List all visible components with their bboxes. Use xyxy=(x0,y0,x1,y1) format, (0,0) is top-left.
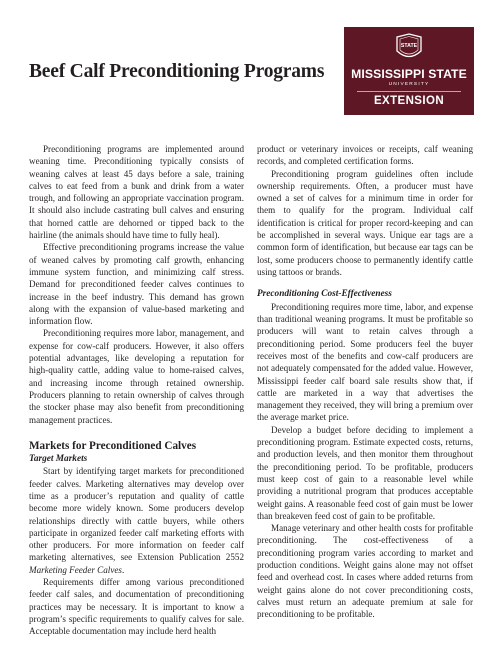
target-markets-paragraph xyxy=(29,465,244,576)
intro-paragraph: Preconditioning programs are implemented around weaning time. Preconditioning typically consists of weaning calves at least 45 days before a sale, training calves to eat feed from a bunk and drink from a water trough, and following an appropriate vaccination program. It should also include castrating bull calves and ensuring that horned cattle are dehorned or tipped back to the hairline (the animals should have time to fully heal). xyxy=(29,144,244,241)
logo-university-word: UNIVERSITY xyxy=(388,82,430,87)
intro-paragraph: Effective preconditioning programs increase the value of weaned calves by promoting calf growth, enhancing immune system function, and minimizing calf stress. Demand for preconditioned feeder calves continues to increase in the beef industry. This demand has grown along with the expansion of value-based marketing and information flow. xyxy=(29,242,244,327)
ownership-paragraph: Preconditioning program guidelines often include ownership requirements. Often, a producer must have owned a set of calves for a minimum time in order for them to qualify for the program. Individual calf identification is critical for proper record-keeping and can be accomplished in several ways. Unique ear tags are a common form of identification, but because ear tags can be lost, some producers choose to permanently identify cattle using tattoos or brands. xyxy=(257,168,473,277)
logo-divider xyxy=(357,91,461,92)
subsection-heading-target-markets: Target Markets xyxy=(29,453,88,464)
publication-title: Marketing Feeder Calves xyxy=(29,564,122,575)
target-markets-text: Start by identifying target markets for preconditioned feeder calves. Marketing alternatives may develop over time as a producer’s reputation and quality of cattle become more widely known. Some producers develop relationships directly with cattle buyers, while others participate in organized feeder calf marketing efforts with other producers. For more information on feeder calf marketing alternatives, see Extension Publication 2552 xyxy=(29,466,244,563)
target-markets-text-end: . xyxy=(121,564,125,575)
state-seal-icon xyxy=(394,33,424,63)
requirements-paragraph: Requirements differ among various preconditioned feeder calf sales, and documentation of preconditioning practices may be necessary. It is important to know a program’s specific requirements to qualify calves for sale. Acceptable documentation may include herd health xyxy=(29,577,244,637)
continued-paragraph: product or veterinary invoices or receipts, calf weaning records, and completed certification forms. xyxy=(257,144,473,167)
right-column xyxy=(257,143,473,620)
section-heading-markets: Markets for Preconditioned Calves xyxy=(29,439,197,452)
msu-extension-logo xyxy=(344,27,474,115)
cost-paragraph: Preconditioning requires more time, labor, and expense than traditional weaning programs. It must be profitable so producers will want to retain calves through a preconditioning period. Some producers feel the buyer receives most of the benefits and cow-calf producers are not adequately compensated for the added value. However, Mississippi feeder calf board sale results show that, if cattle are marketed in a way that advertises the management they received, they will bring a premium over the average market price. xyxy=(257,301,473,423)
logo-university-name: MISSISSIPPI STATE xyxy=(351,67,467,81)
page-title: Beef Calf Preconditioning Programs xyxy=(29,61,325,82)
logo-extension-word: EXTENSION xyxy=(373,95,445,107)
subsection-heading-cost-effectiveness: Preconditioning Cost-Effectiveness xyxy=(257,289,392,300)
cost-paragraph: Manage veterinary and other health costs for profitable preconditioning. The cost-effectiveness of a preconditioning program varies according to market and production conditions. Weight gains alone may not offset feed and overhead cost. In cases where added returns from weight gains alone do not cover preconditioning costs, calves must return an adequate premium at sale for preconditioning to be profitable. xyxy=(257,523,473,620)
left-column xyxy=(29,143,244,637)
intro-paragraph: Preconditioning requires more labor, management, and expense for cow-calf producers. However, it also offers potential advantages, like developing a reputation for high-quality cattle, adding value to home-raised calves, and increasing income through retained ownership. Producers planning to retain ownership of calves through the stocker phase may also benefit from preconditioning management practices. xyxy=(29,328,244,425)
seal-text: STATE xyxy=(400,43,418,49)
cost-paragraph: Develop a budget before deciding to implement a preconditioning program. Estimate expected costs, returns, and production levels, and then monitor them throughout the preconditioning period. To be profitable, producers must keep cost of gain to a reasonable level while providing a nutritional program that produces acceptable weight gains. A reasonable feed cost of gain must be lower than breakeven feed cost of gain to be profitable. xyxy=(257,424,473,521)
